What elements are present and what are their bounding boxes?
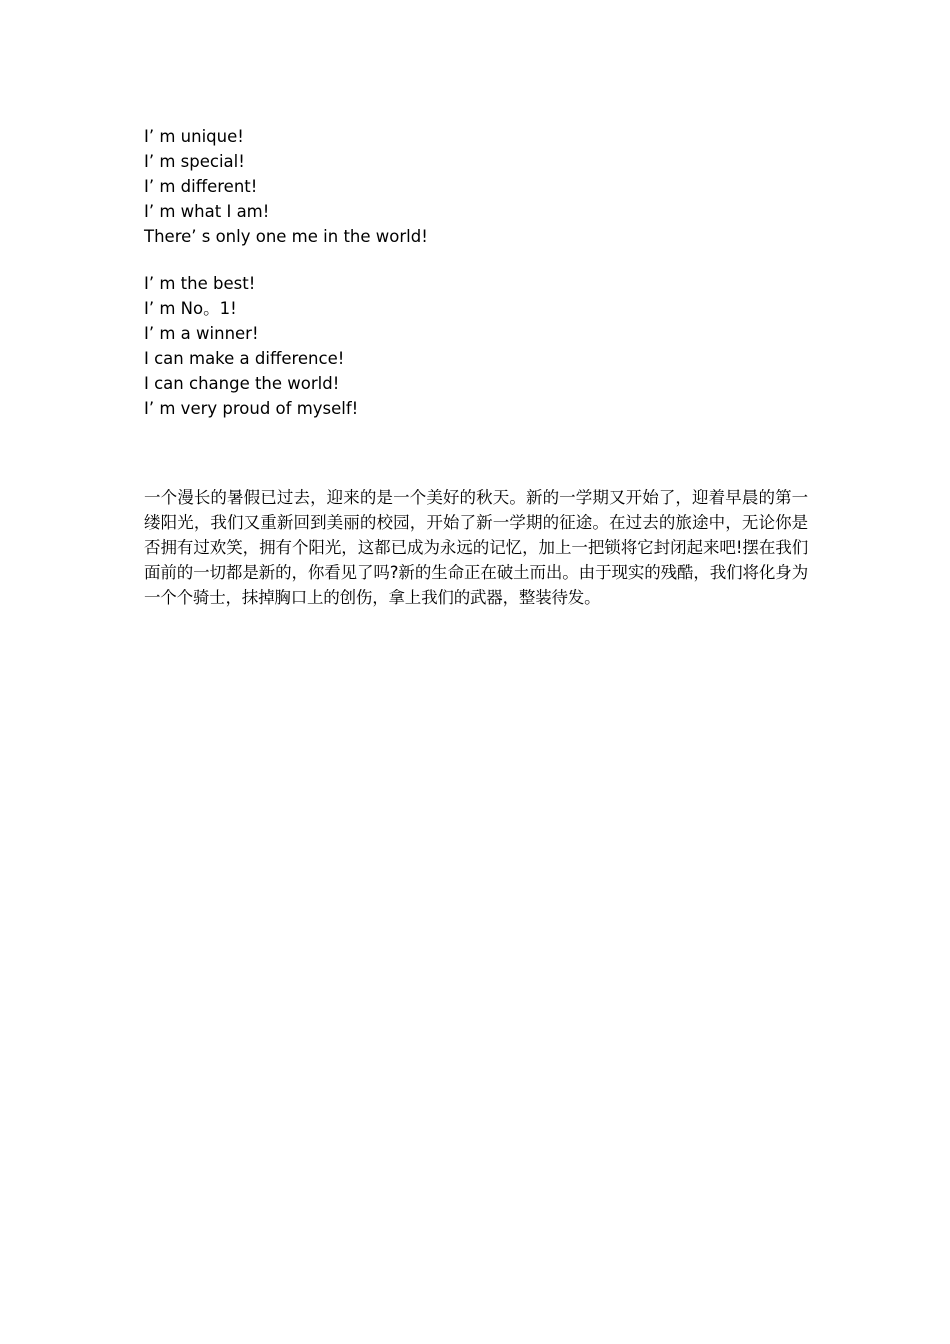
- poem-line: I’ m very proud of myself!: [144, 399, 359, 418]
- poem-line: I’ m special!: [144, 152, 245, 171]
- poem-line: I’ m what I am!: [144, 202, 270, 221]
- poem-line: I can make a difference!: [144, 349, 345, 368]
- poem-line: I can change the world!: [144, 374, 340, 393]
- poem-line: I’ m unique!: [144, 127, 244, 146]
- poem-stanza-2: [144, 271, 824, 421]
- poem-stanza-1: [144, 124, 824, 249]
- poem-line: I’ m different!: [144, 177, 258, 196]
- poem-line: I’ m No。1!: [144, 299, 237, 318]
- poem-line: I’ m the best!: [144, 274, 256, 293]
- poem-line: I’ m a winner!: [144, 324, 259, 343]
- chinese-paragraph: 一个漫长的暑假已过去，迎来的是一个美好的秋天。新的一学期又开始了，迎着早晨的第一缕阳光，我们又重新回到美丽的校园，开始了新一学期的征途。在过去的旅途中，无论你是否拥有过欢笑，拥有个阳光，这都已成为永远的记忆，加上一把锁将它封闭起来吧!摆在我们面前的一切都是新的，你看见了吗?新的生命正在破土而出。由于现实的残酷，我们将化身为一个个骑士，抹掉胸口上的创伤，拿上我们的武器，整装待发。: [144, 487, 808, 607]
- poem-line: There’ s only one me in the world!: [144, 227, 428, 246]
